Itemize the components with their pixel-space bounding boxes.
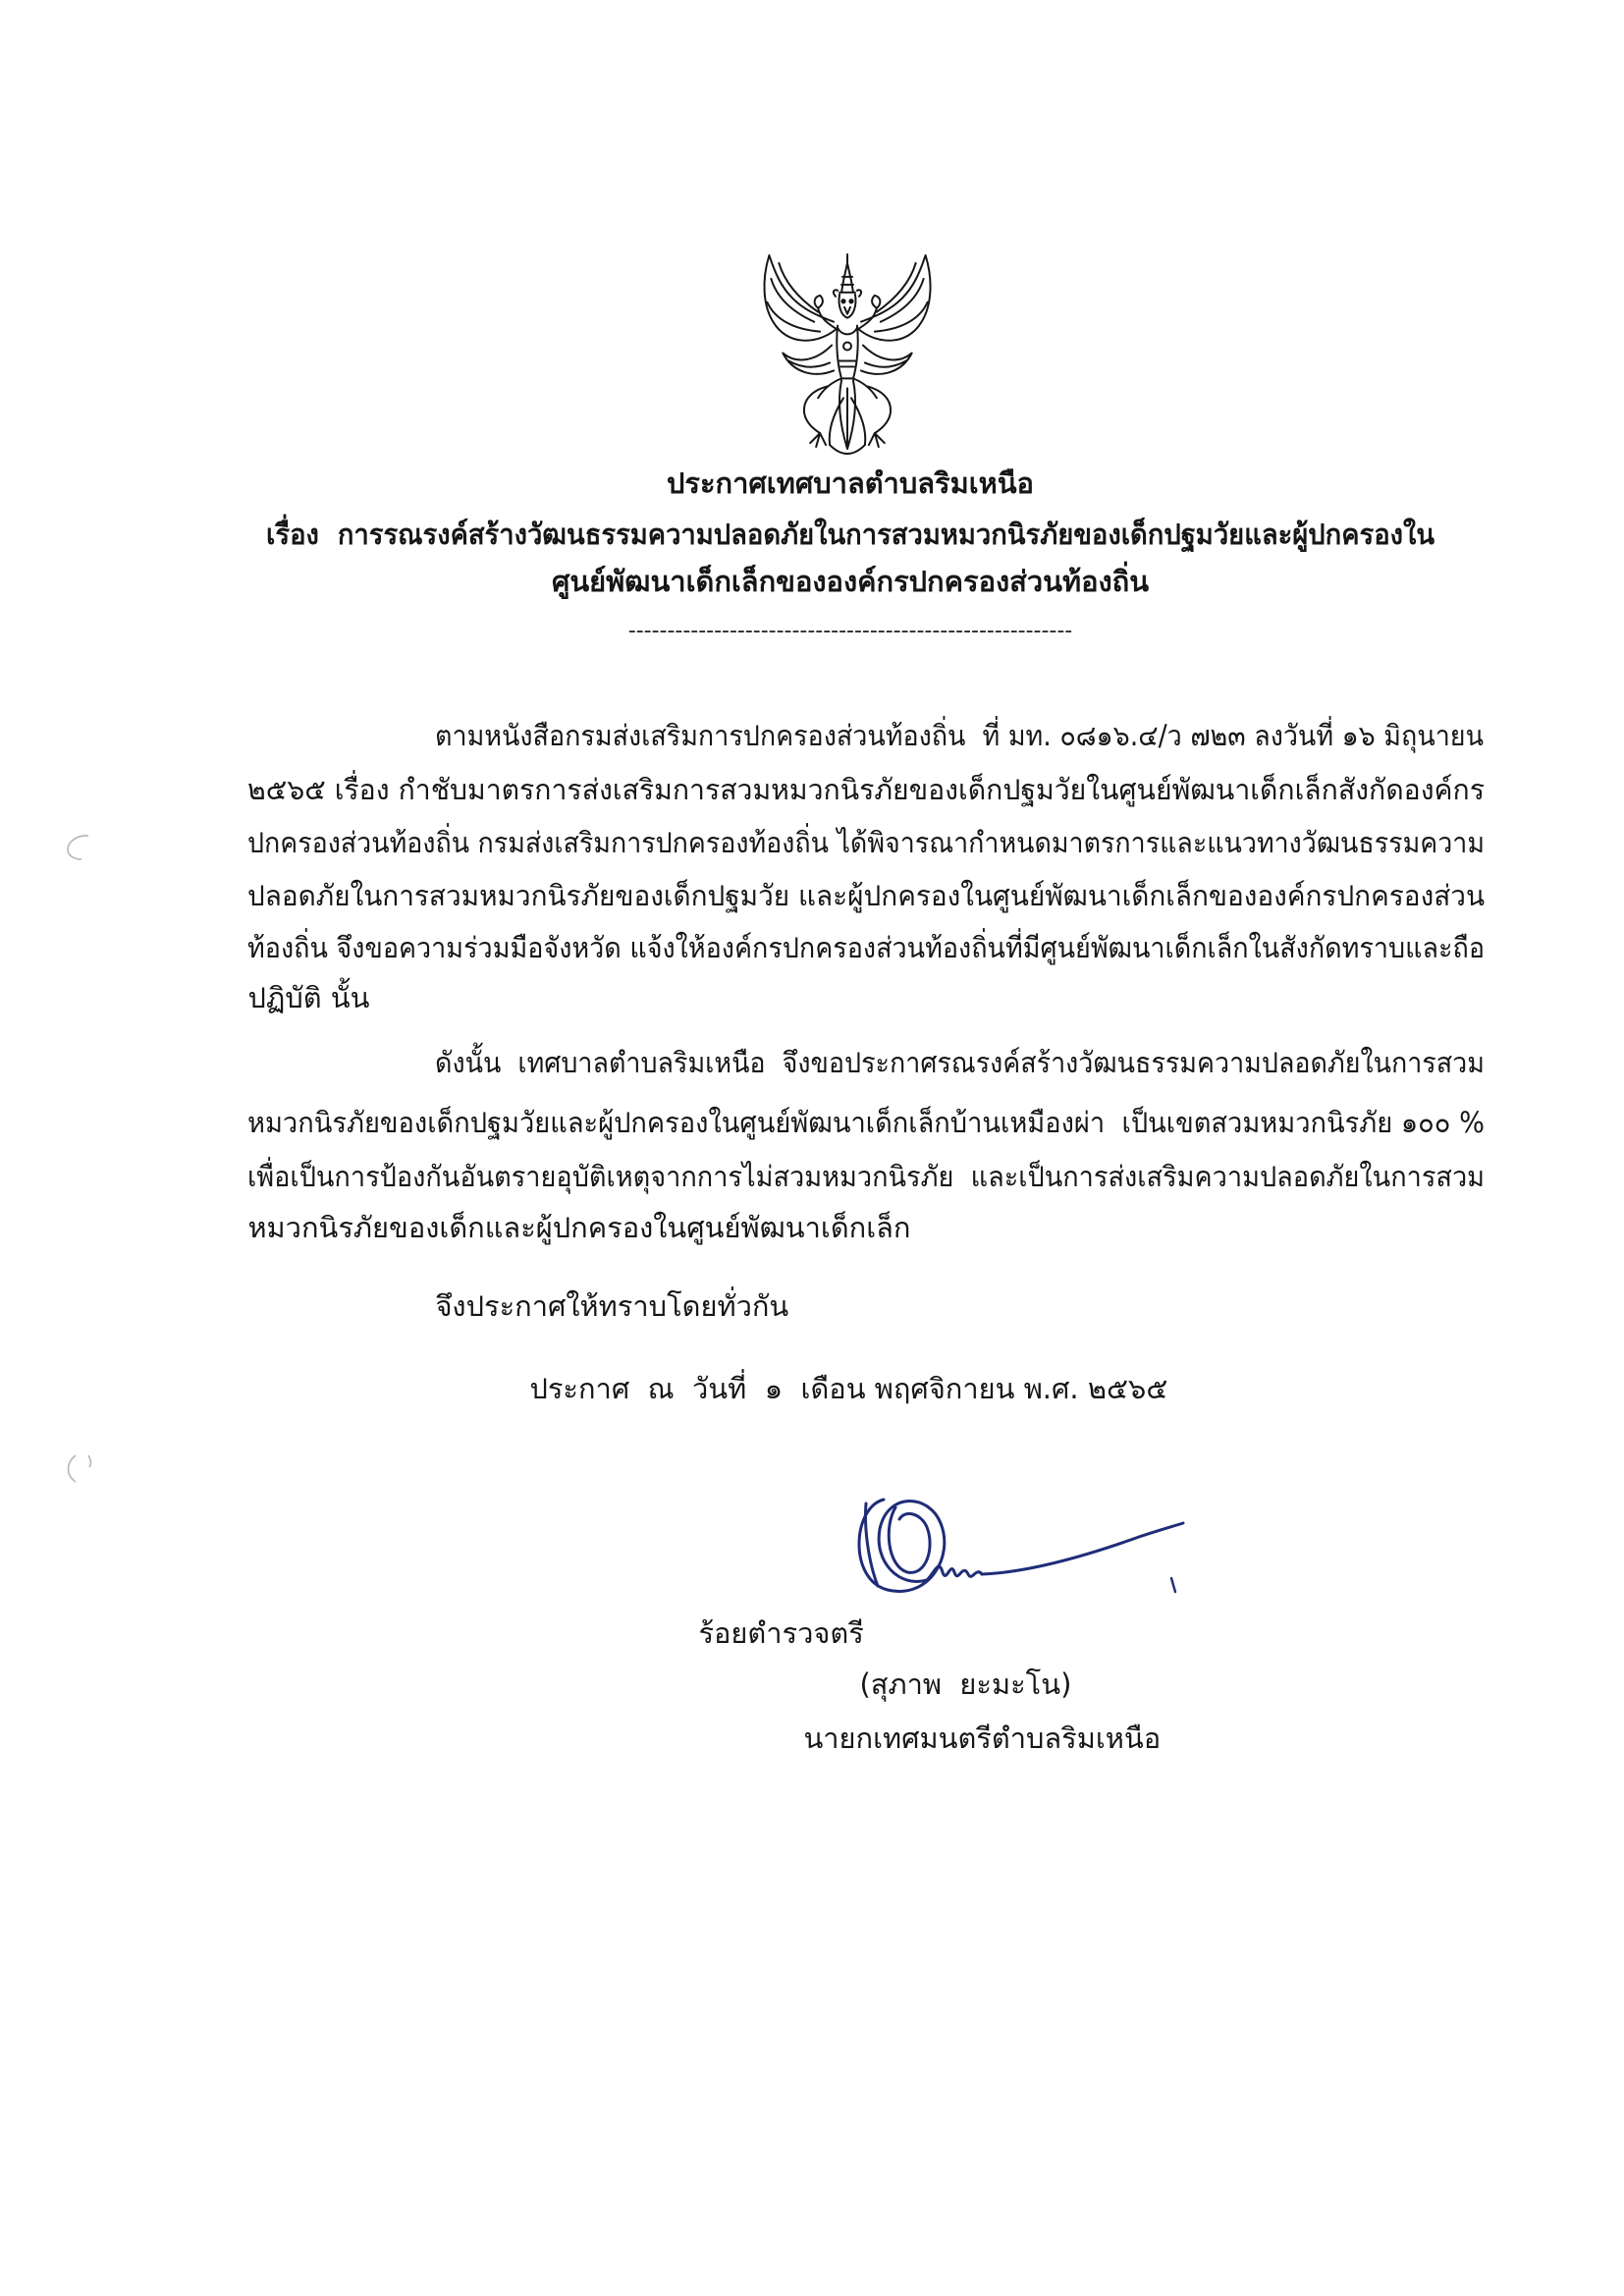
paragraph-2-line-4-text: หมวกนิรภัยของเด็กและผู้ปกครองในศูนย์พัฒนาเด็กเล็ก [247, 1211, 911, 1244]
signer-position: นายกเทศมนตรีตำบลริมเหนือ [803, 1722, 1162, 1755]
paragraph-1-line [230, 880, 1486, 964]
paragraph-2-line [230, 1160, 1467, 1244]
paragraph-2-line-2-text: หมวกนิรภัยของเด็กปฐมวัยและผู้ปกครองในศูนย์พัฒนาเด็กเล็กบ้านเหมืองผ่า เป็นเขตสวมหมวกนิรภัย ๑๐๐ % [247, 1106, 1486, 1139]
subject-line-2-text: ศูนย์พัฒนาเด็กเล็กขององค์กรปกครองส่วนท้องถิ่น [551, 565, 1150, 598]
announcement-title-text: ประกาศเทศบาลตำบลริมเหนือ [667, 466, 1034, 500]
paragraph-1-line-4-text: ปลอดภัยในการสวมหมวกนิรภัยของเด็กปฐมวัย และผู้ปกครองในศูนย์พัฒนาเด็กเล็กขององค์กรปกครองส่วน [247, 879, 1486, 912]
signer-rank-line [680, 1565, 975, 1650]
paragraph-1-line-2-text: ๒๕๖๕ เรื่อง กำชับมาตรการส่งเสริมการสวมหมวกนิรภัยของเด็กปฐมวัยในศูนย์พัฒนาเด็กเล็กสังกัดองค์กร [247, 773, 1486, 806]
paragraph-2-line [230, 1055, 1486, 1139]
subject-line-2 [266, 559, 1435, 604]
paragraph-2-line [230, 1109, 1486, 1193]
paragraph-1-line [230, 775, 1486, 859]
paragraph-1-line [230, 930, 1467, 1014]
header-separator-text: --------------------------------------------------------- [627, 619, 1073, 643]
closing-text: จึงประกาศให้ทราบโดยทั่วกัน [435, 1289, 789, 1323]
signer-name: (สุภาพ ยะมะโน) [859, 1667, 1072, 1701]
paragraph-2-line-3-text: เพื่อเป็นการป้องกันอันตรายอุบัติเหตุจากการไม่สวมหมวกนิรภัย และเป็นการส่งเสริมความปลอดภัยในการสวม [247, 1160, 1486, 1193]
signer-name-line [841, 1616, 1234, 1701]
subject-line-1 [266, 512, 1435, 557]
hole-punch-mark-bottom [61, 1451, 100, 1485]
date-text: ประกาศ ณ วันที่ ๑ เดือน พฤศจิกายน พ.ศ. ๒๕๖๕ [529, 1372, 1168, 1405]
paragraph-2-line [417, 995, 1486, 1079]
garuda-emblem [758, 251, 937, 457]
signer-rank: ร้อยตำรวจตรี [698, 1616, 864, 1650]
closing-line [417, 1238, 1203, 1323]
announcement-title [266, 461, 1435, 506]
hole-punch-mark-top [61, 831, 100, 864]
paragraph-1-line-5-text: ท้องถิ่น จึงขอความร่วมมือจังหวัด แจ้งให้องค์กรปกครองส่วนท้องถิ่นที่มีศูนย์พัฒนาเด็กเล็กในสังกัดทราบและถือ [247, 931, 1486, 964]
paragraph-1-line-3-text: ปกครองส่วนท้องถิ่น กรมส่งเสริมการปกครองท้องถิ่น ได้พิจารณากำหนดมาตรการและแนวทางวัฒนธรรมความ [247, 826, 1486, 859]
subject-line-1-text: เรื่อง การรณรงค์สร้างวัฒนธรรมความปลอดภัยในการสวมหมวกนิรภัยของเด็กปฐมวัยและผู้ปกครองใน [266, 518, 1435, 551]
paragraph-1-line [230, 828, 1486, 912]
header-separator [585, 609, 1115, 654]
paragraph-1-line [417, 668, 1485, 752]
paragraph-1-line-6-text: ปฏิบัติ นั้น [247, 981, 370, 1014]
paragraph-1-line [230, 722, 1486, 806]
paragraph-2-line-1-text: ดังนั้น เทศบาลตำบลริมเหนือ จึงขอประกาศรณรงค์สร้างวัฒนธรรมความปลอดภัยในการสวม [435, 1046, 1486, 1079]
paragraph-1-line-1-text: ตามหนังสือกรมส่งเสริมการปกครองส่วนท้องถิ่น ที่ มท. ๐๘๑๖.๔/ว ๗๒๓ ลงวันที่ ๑๖ มิถุนายน [435, 719, 1485, 752]
date-line [512, 1321, 1395, 1405]
signer-position-line [785, 1670, 1296, 1755]
